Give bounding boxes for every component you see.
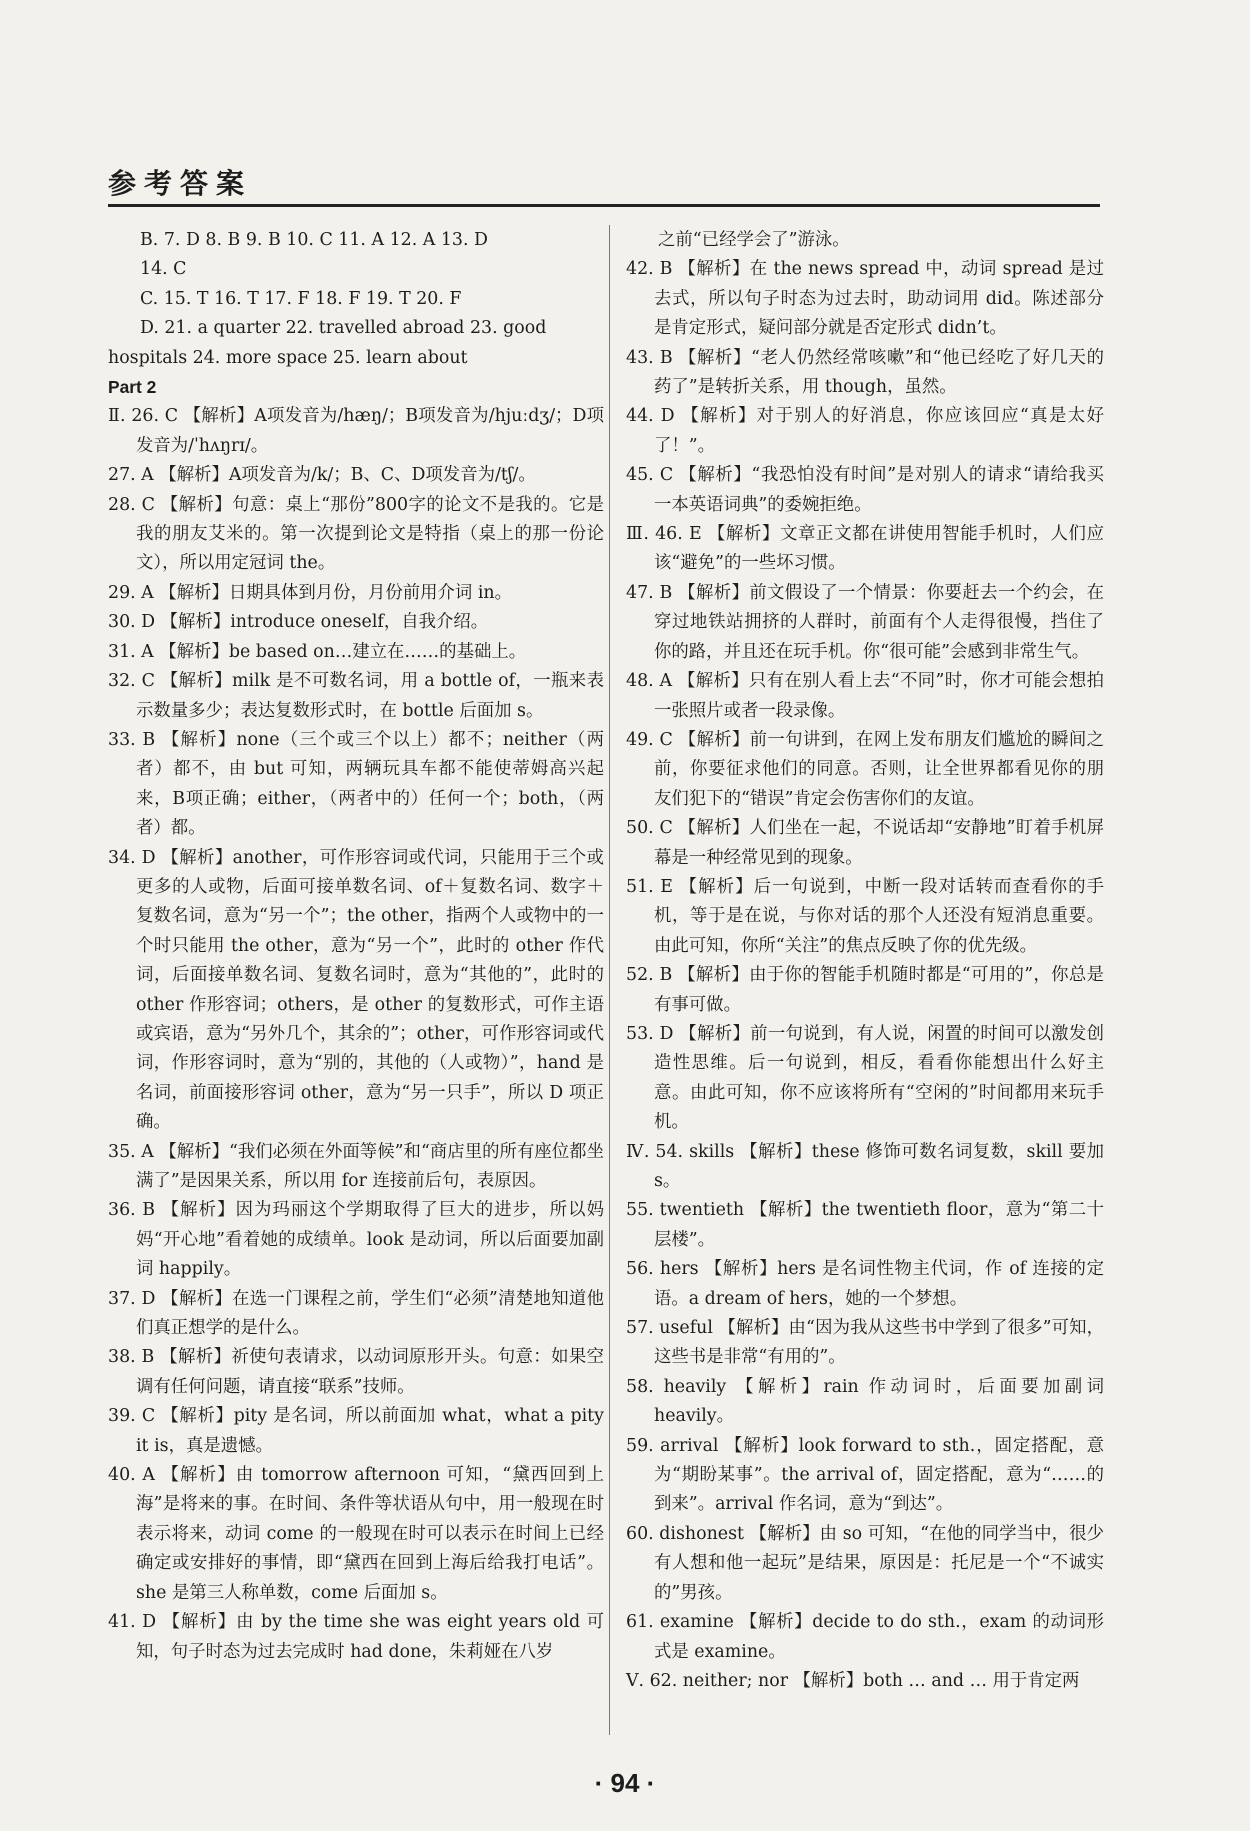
- answer-entry: 33. B 【解析】none（三个或三个以上）都不；neither（两者）都不，由 but 可知，两辆玩具车都不能使蒂姆高兴起来，B项正确；either，（两者中的）任何一个；both，（两者）都。: [108, 729, 604, 839]
- answer-entry: 45. C 【解析】“我恐怕没有时间”是对别人的请求“请给我买一本英语词典”的委婉拒绝。: [626, 465, 1104, 515]
- answer-entry: 31. A 【解析】be based on…建立在……的基础上。: [108, 641, 527, 662]
- column-divider: [609, 225, 610, 1735]
- answer-entry: 41. D 【解析】由 by the time she was eight years old 可知，句子时态为过去完成时 had done，朱莉娅在八岁: [108, 1612, 604, 1662]
- answer-entry: 57. useful 【解析】由“因为我从这些书中学到了很多”可知，这些书是非常“有用的”。: [626, 1318, 1104, 1368]
- answer-entry: 之前“已经学会了”游泳。: [658, 230, 850, 250]
- answer-entry: 35. A 【解析】“我们必须在外面等候”和“商店里的所有座位都坐满了”是因果关系，所以用 for 连接前后句，表原因。: [108, 1141, 604, 1191]
- answer-entry: 53. D 【解析】前一句说到，有人说，闲置的时间可以激发创造性思维。后一句说到，相反，看看你能想出什么好主意。由此可知，你不应该将所有“空闲的”时间都用来玩手机。: [626, 1023, 1104, 1133]
- left-column: [108, 226, 604, 1667]
- right-column: [626, 226, 1104, 1696]
- answer-entry: 56. hers 【解析】hers 是名词性物主代词，作 of 连接的定语。a dream of hers，她的一个梦想。: [626, 1259, 1104, 1309]
- answer-entry: 32. C 【解析】milk 是不可数名词，用 a bottle of，一瓶来表示数量多少；表达复数形式时，在 bottle 后面加 s。: [108, 671, 604, 721]
- answer-entry: 14. C: [140, 259, 187, 280]
- answer-entry: 61. examine 【解析】decide to do sth.，exam 的动词形式是 examine。: [626, 1612, 1104, 1662]
- answer-entry: 42. B 【解析】在 the news spread 中，动词 spread 是过去式，所以句子时态为过去时，助动词用 did。陈述部分是肯定形式，疑问部分就是否定形式 didn’t。: [626, 259, 1104, 339]
- header-rule: [108, 204, 1100, 207]
- answer-entry: 51. E 【解析】后一句说到，中断一段对话转而查看你的手机，等于是在说，与你对话的那个人还没有短消息重要。由此可知，你所“关注”的焦点反映了你的优先级。: [626, 876, 1104, 956]
- answer-entry: C. 15. T 16. T 17. F 18. F 19. T 20. F: [140, 288, 462, 309]
- answer-entry: 37. D 【解析】在选一门课程之前，学生们“必须”清楚地知道他们真正想学的是什么。: [108, 1288, 604, 1339]
- answer-entry: D. 21. a quarter 22. travelled abroad 23. good: [140, 318, 547, 339]
- answer-entry: 38. B 【解析】祈使句表请求，以动词原形开头。句意：如果空调有任何问题，请直接“联系”技师。: [108, 1347, 604, 1397]
- answer-entry: 36. B 【解析】因为玛丽这个学期取得了巨大的进步，所以妈妈“开心地”看着她的成绩单。look 是动词，所以后面要加副词 happily。: [108, 1200, 604, 1280]
- answer-entry: 28. C 【解析】句意：桌上“那份”800字的论文不是我的。它是我的朋友艾米的。第一次提到论文是特指（桌上的那一份论文），所以用定冠词 the。: [108, 494, 604, 574]
- answer-entry: Ⅱ. 26. C 【解析】A项发音为/hæŋ/；B项发音为/hjuːdʒ/；D项发音为/ˈhʌŋrɪ/。: [108, 406, 604, 456]
- answer-entry: 55. twentieth 【解析】the twentieth floor，意为“第二十层楼”。: [626, 1200, 1104, 1250]
- answer-entry: 59. arrival 【解析】look forward to sth.，固定搭配，意为“期盼某事”。the arrival of，固定搭配，意为“……的到来”。arrival 作名词，意为“到达”。: [626, 1435, 1104, 1515]
- answer-entry: 50. C 【解析】人们坐在一起，不说话却“安静地”盯着手机屏幕是一种经常见到的现象。: [626, 818, 1104, 868]
- answer-entry: 40. A 【解析】由 tomorrow afternoon 可知，“黛西回到上海”是将来的事。在时间、条件等状语从句中，用一般现在时表示将来，动词 come 的一般现在时可以表示在时间上已经确定或安排好的事情，即“黛西在回到上海后给我打电话”。she 是第三人称单数，come 后面加 s。: [108, 1465, 604, 1603]
- answer-entry: 48. A 【解析】只有在别人看上去“不同”时，你才可能会想拍一张照片或者一段录像。: [626, 671, 1104, 721]
- answer-entry: 44. D 【解析】对于别人的好消息，你应该回应“真是太好了！”。: [626, 406, 1104, 456]
- answer-entry: 47. B 【解析】前文假设了一个情景：你要赶去一个约会，在穿过地铁站拥挤的人群时，前面有个人走得很慢，挡住了你的路，并且还在玩手机。你“很可能”会感到非常生气。: [626, 582, 1104, 662]
- answer-entry: 39. C 【解析】pity 是名词，所以前面加 what，what a pity it is，真是遗憾。: [108, 1406, 604, 1456]
- answer-entry: 49. C 【解析】前一句讲到，在网上发布朋友们尴尬的瞬间之前，你要征求他们的同意。否则，让全世界都看见你的朋友们犯下的“错误”肯定会伤害你们的友谊。: [626, 729, 1104, 809]
- answer-entry: 52. B 【解析】由于你的智能手机随时都是“可用的”，你总是有事可做。: [626, 965, 1104, 1015]
- answer-entry: Ⅳ. 54. skills 【解析】these 修饰可数名词复数，skill 要加 s。: [626, 1141, 1104, 1191]
- answer-entry: B. 7. D 8. B 9. B 10. C 11. A 12. A 13. D: [140, 230, 488, 250]
- answer-entry: Ⅴ. 62. neither; nor 【解析】both … and … 用于肯定两: [626, 1670, 1080, 1691]
- answer-entry: 43. B 【解析】“老人仍然经常咳嗽”和“他已经吃了好几天的药了”是转折关系，用 though，虽然。: [626, 347, 1104, 398]
- answer-entry: Ⅲ. 46. E 【解析】文章正文都在讲使用智能手机时，人们应该“避免”的一些坏习惯。: [626, 524, 1104, 574]
- answer-entry: hospitals 24. more space 25. learn about: [108, 347, 468, 368]
- answer-entry: 27. A 【解析】A项发音为/k/；B、C、D项发音为/tʃ/。: [108, 465, 536, 486]
- page-number: · 94 ·: [594, 1768, 656, 1798]
- answer-entry: 30. D 【解析】introduce oneself，自我介绍。: [108, 612, 489, 633]
- page-header-title: 参考答案: [108, 167, 253, 200]
- answer-entry: 58. heavily 【解析】rain 作动词时，后面要加副词 heavily。: [626, 1376, 1104, 1427]
- answer-entry: 34. D 【解析】another，可作形容词或代词，只能用于三个或更多的人或物，后面可接单数名词、of＋复数名词、数字＋复数名词，意为“另一个”；the other，指两个人或物中的一个时只能用 the other，意为“另一个”，此时的 other 作代词，后面接单数名词、复数名词时，意为“其他的”，此时的 other 作形容词；others，是 other 的复数形式，可作主语或宾语，意为“另外几个，其余的”；other，可作形容词或代词，作形容词时，意为“别的，其他的（人或物）”，hand 是名词，前面接形容词 other，意为“另一只手”，所以 D 项正确。: [108, 847, 604, 1133]
- part-heading: Part 2: [108, 377, 157, 398]
- answer-entry: 29. A 【解析】日期具体到月份，月份前用介词 in。: [108, 582, 512, 603]
- answer-entry: 60. dishonest 【解析】由 so 可知，“在他的同学当中，很少有人想和他一起玩”是结果，原因是：托尼是一个“不诚实的”男孩。: [626, 1523, 1104, 1603]
